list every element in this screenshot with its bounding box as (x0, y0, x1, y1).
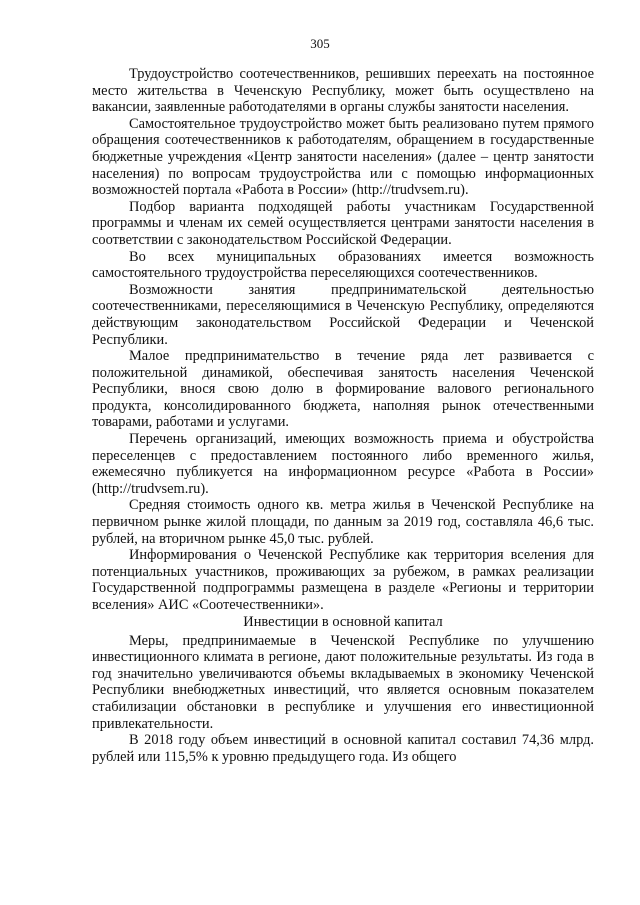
paragraph: Самостоятельное трудоустройство может быть реализовано путем прямого обращения соотечественников к работодателям, обращением в государственные бюджетные учреждения «Центр занятости населения» (далее – центр занятости населения) по вопросам трудоустройства или с помощью информационных возможностей портала «Работа в России» (http://trudvsem.ru). (92, 115, 594, 199)
paragraph: Малое предпринимательство в течение ряда лет развивается с положительной динамикой, обеспечивая занятость населения Чеченской Республики, внося свою долю в формирование валового регионального продукта, консолидированного бюджета, наполняя рынок отечественными товарами, работами и услугами. (92, 348, 594, 431)
paragraph: Перечень организаций, имеющих возможность приема и обустройства переселенцев с предоставлением постоянного либо временного жилья, ежемесячно публикуется на информационном ресурсе «Работа в России» (http://trudvsem.ru). (92, 431, 594, 497)
paragraph: Подбор варианта подходящей работы участникам Государственной программы и членам их семей осуществляется центрами занятости населения в соответствии с законодательством Российской Федерации. (92, 198, 594, 248)
page-number: 305 (310, 36, 330, 51)
paragraph: Информирования о Чеченской Республике как территория вселения для потенциальных участников, проживающих за рубежом, в рамках реализации Государственной подпрограммы размещена в разделе «Регионы и территории вселения» АИС «Соотечественники». (92, 547, 594, 613)
paragraph: Во всех муниципальных образованиях имеется возможность самостоятельного трудоустройства переселяющихся соотечественников. (92, 248, 594, 282)
paragraph: Возможности занятия предпринимательской деятельностью соотечественниками, переселяющимися в Чеченскую Республику, определяются действующим законодательством Российской Федерации и Чеченской Республики. (92, 281, 594, 348)
section-heading: Инвестиции в основной капитал (243, 613, 443, 630)
paragraph: Средняя стоимость одного кв. метра жилья в Чеченской Республике на первичном рынке жилой площади, по данным за 2019 год, составляла 46,6 тыс. рублей, на вторичном рынке 45,0 тыс. рублей. (92, 497, 594, 547)
paragraph: Трудоустройство соотечественников, решивших переехать на постоянное место жительства в Чеченскую Республику, может быть осуществлено на вакансии, заявленные работодателями в органы службы занятости населения. (92, 66, 594, 116)
paragraph: В 2018 году объем инвестиций в основной капитал составил 74,36 млрд. рублей или 115,5% к уровню предыдущего года. Из общего (92, 732, 594, 765)
paragraph: Меры, предпринимаемые в Чеченской Республике по улучшению инвестиционного климата в регионе, дают положительные результаты. Из года в год значительно увеличиваются объемы вкладываемых в экономику Чеченской Республики внебюджетных инвестиций, что является основным показателем стабилизации обстановки в республике и улучшения его инвестиционной привлекательности. (92, 632, 594, 732)
document-body (92, 66, 594, 765)
